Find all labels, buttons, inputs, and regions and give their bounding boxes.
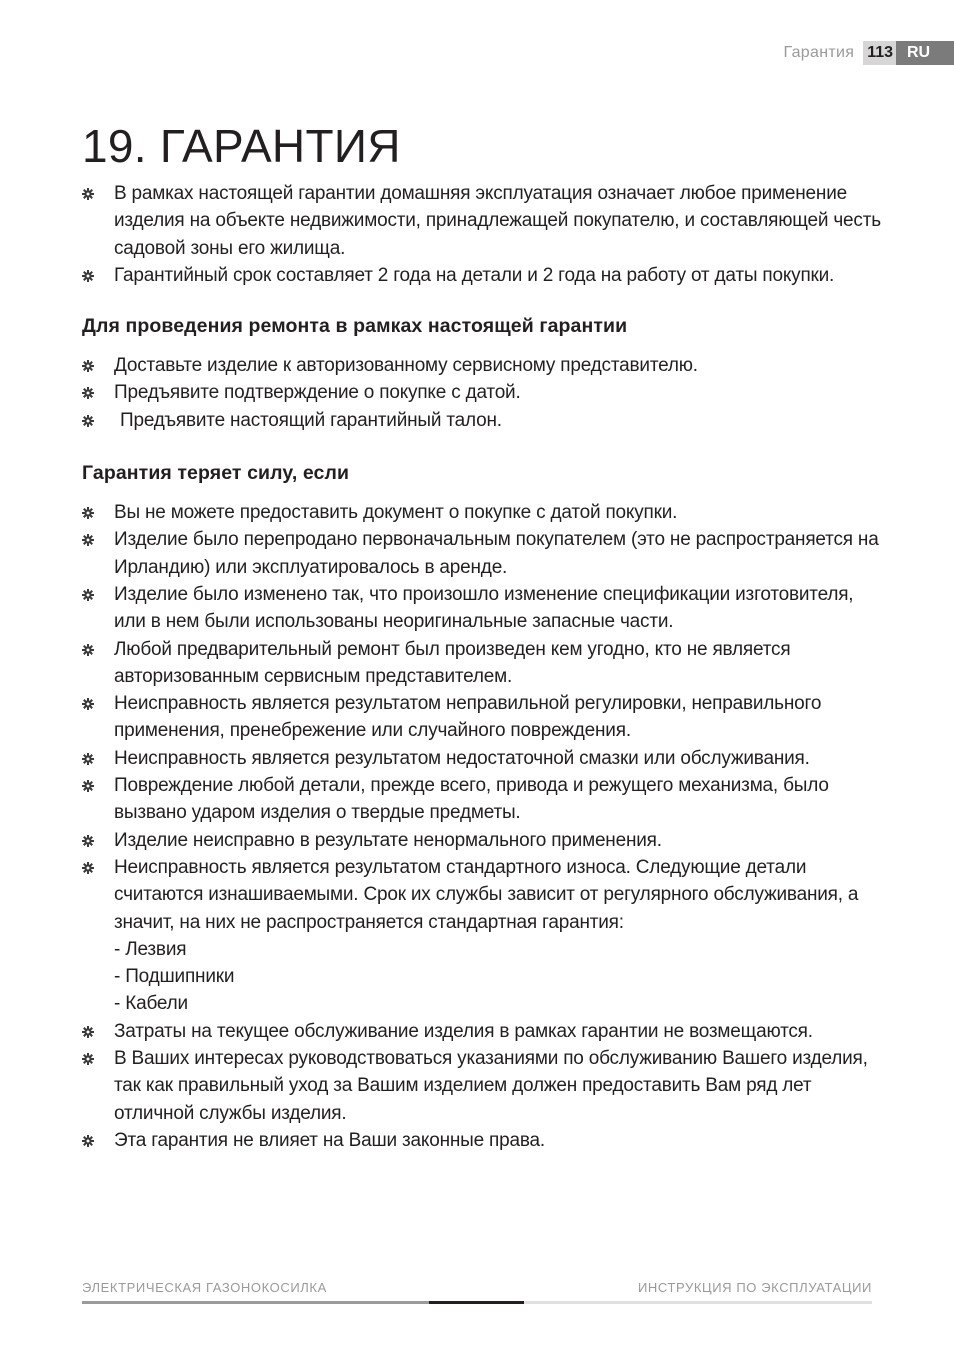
list-item: Затраты на текущее обслуживание изделия в рамках гарантии не возмещаются. bbox=[82, 1018, 882, 1045]
gear-bullet-icon bbox=[82, 1053, 94, 1065]
list-item: Неисправность является результатом недостаточной смазки или обслуживания. bbox=[82, 745, 882, 772]
gear-bullet-icon bbox=[82, 387, 94, 399]
footer-divider bbox=[82, 1301, 872, 1304]
list-item: Предъявите настоящий гарантийный талон. bbox=[82, 407, 882, 434]
gear-bullet-icon bbox=[82, 780, 94, 792]
gear-bullet-icon bbox=[82, 507, 94, 519]
gear-bullet-icon bbox=[82, 1135, 94, 1147]
gear-bullet-icon bbox=[82, 753, 94, 765]
page-header bbox=[784, 41, 954, 65]
gear-bullet-icon bbox=[82, 698, 94, 710]
list-item: Доставьте изделие к авторизованному сервисному представителю. bbox=[82, 352, 882, 379]
page-title: 19. ГАРАНТИЯ bbox=[82, 120, 401, 172]
list-item: В рамках настоящей гарантии домашняя эксплуатация означает любое применение изделия на объекте недвижимости, принадлежащей покупателю, и составляющей честь садовой зоны его жилища. bbox=[82, 180, 882, 262]
wear-part-item: - Подшипники bbox=[114, 966, 235, 988]
list-item: Изделие было перепродано первоначальным покупателем (это не распространяется на Ирландию) или эксплуатировалось в аренде. bbox=[82, 526, 882, 581]
main-content bbox=[82, 180, 882, 1154]
list-item: Вы не можете предоставить документ о покупке с датой покупки. bbox=[82, 499, 882, 526]
gear-bullet-icon bbox=[82, 589, 94, 601]
void-heading: Гарантия теряет силу, если bbox=[82, 462, 350, 485]
list-item: Изделие неисправно в результате ненормального применения. bbox=[82, 827, 882, 854]
list-item: Предъявите подтверждение о покупке с датой. bbox=[82, 379, 882, 406]
gear-bullet-icon bbox=[82, 188, 94, 200]
footer-product-name: ЭЛЕКТРИЧЕСКАЯ ГАЗОНОКОСИЛКА bbox=[82, 1280, 327, 1295]
gear-bullet-icon bbox=[82, 534, 94, 546]
void-list bbox=[82, 499, 882, 1154]
list-item: Изделие было изменено так, что произошло изменение спецификации изготовителя, или в нем были использованы неоригинальные запасные части. bbox=[82, 581, 882, 636]
gear-bullet-icon bbox=[82, 415, 94, 427]
list-item: Повреждение любой детали, прежде всего, привода и режущего механизма, было вызвано ударом изделия о твердые предметы. bbox=[82, 772, 882, 827]
list-item: Любой предварительный ремонт был произведен кем угодно, кто не является авторизованным сервисным представителем. bbox=[82, 636, 882, 691]
wear-part-item: - Лезвия bbox=[114, 938, 187, 960]
page-number: 113 bbox=[863, 41, 896, 65]
wear-part-item: - Кабели bbox=[114, 993, 188, 1015]
list-item: Неисправность является результатом стандартного износа. Следующие детали считаются изнашиваемыми. Срок их службы зависит от регулярного обслуживания, а значит, на них не распространяется стандартная гарантия: - Лезвия - Подшипники - Кабели bbox=[82, 854, 882, 1018]
gear-bullet-icon bbox=[82, 835, 94, 847]
gear-bullet-icon bbox=[82, 270, 94, 282]
list-item: Эта гарантия не влияет на Ваши законные права. bbox=[82, 1127, 882, 1154]
gear-bullet-icon bbox=[82, 862, 94, 874]
footer-doc-type: ИНСТРУКЦИЯ ПО ЭКСПЛУАТАЦИИ bbox=[637, 1280, 872, 1295]
gear-bullet-icon bbox=[82, 644, 94, 656]
gear-bullet-icon bbox=[82, 1026, 94, 1038]
list-item: В Ваших интересах руководствоваться указаниями по обслуживанию Вашего изделия, так как правильный уход за Вашим изделием должен предоставить Вам ряд лет отличной службы изделия. bbox=[82, 1045, 882, 1127]
gear-bullet-icon bbox=[82, 360, 94, 372]
list-item: Неисправность является результатом неправильной регулировки, неправильного применения, пренебрежение или случайного повреждения. bbox=[82, 690, 882, 745]
list-item: Гарантийный срок составляет 2 года на детали и 2 года на работу от даты покупки. bbox=[82, 262, 882, 289]
header-section-title: Гарантия bbox=[783, 44, 855, 61]
intro-list bbox=[82, 180, 882, 289]
repair-list bbox=[82, 352, 882, 434]
repair-heading: Для проведения ремонта в рамках настоящей гарантии bbox=[82, 315, 628, 338]
language-badge: RU bbox=[896, 41, 954, 65]
